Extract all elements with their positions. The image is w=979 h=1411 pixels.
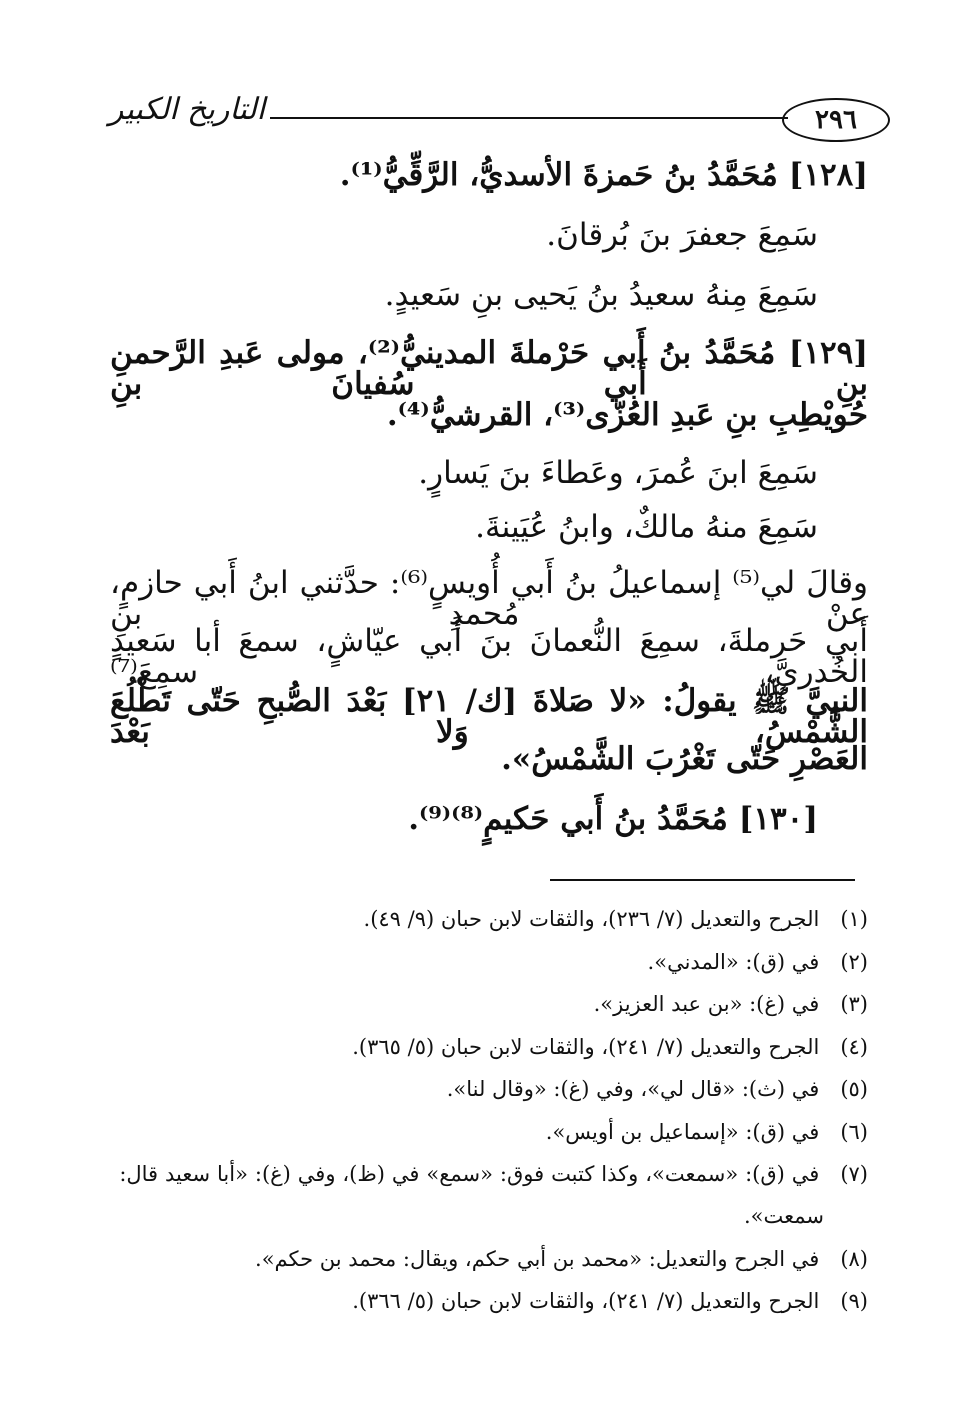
entry-129-heard: سَمِعَ ابنَ عُمرَ، وعَطاءَ بنَ يَسارٍ.	[418, 455, 818, 491]
footnote-number: (٤)	[840, 1035, 868, 1059]
hadith-chain-line1: وقالَ لي⁽⁵⁾ إسماعيلُ بنُ أَبي أُويسٍ⁽⁶⁾: حدَّثني ابنُ أَبي حازمٍ، عنْ مُحمدِ بنِ	[110, 565, 868, 632]
footnote-number: (٦)	[840, 1120, 868, 1144]
footnote	[546, 1122, 868, 1143]
footnote	[119, 1164, 868, 1185]
footnote-text: في (غ): «بن عبد العزيز».	[593, 992, 820, 1016]
running-title: التاريخ الكبير	[108, 92, 265, 127]
entry-130-heading: [١٣٠] مُحَمَّدُ بنُ أَبي حَكيمٍ⁽⁸⁾⁽⁹⁾.	[408, 801, 818, 837]
footnote	[364, 909, 868, 930]
footnote-text: الجرح والتعديل (٧/ ٢٤١)، والثقات لابن حبان (٥/ ٣٦٥).	[352, 1035, 820, 1059]
hadith-chain-line2: أَبي حَرملةَ، سمِعَ النُّعمانَ بنَ أَبي عيّاشٍ، سمعَ أبا سَعيدٍ الخُدريَّ، سمِعَ⁽⁷⁾	[110, 623, 868, 690]
footnote-number: (٢)	[840, 950, 868, 974]
entry-129-heading-line1: [١٢٩] مُحَمَّدُ بنُ أَبي حَرْملةَ المدينيُّ⁽²⁾، مولى عَبدِ الرَّحمنِ بنِ أَبي سُفيانَ بنِ	[110, 335, 868, 402]
footnote	[594, 994, 868, 1015]
footnote	[447, 1079, 868, 1100]
page-number: ٢٩٦	[782, 98, 890, 142]
footnote	[352, 1291, 868, 1312]
footnote-text: في الجرح والتعديل: «محمد بن أبي حكم، ويقال: محمد بن حكم».	[255, 1247, 820, 1271]
footnote-text: في (ق): «إسماعيل بن أويس».	[545, 1120, 820, 1144]
footnote-number: (٣)	[840, 992, 868, 1016]
entry-128-heard-from: سَمِعَ مِنهُ سعيدُ بنُ يَحيى بنِ سَعيدٍ.	[384, 277, 818, 313]
entry-129-heard-from: سَمِعَ منهُ مالكٌ، وابنُ عُيَينةَ.	[475, 509, 818, 545]
footnote	[255, 1249, 868, 1270]
footnote-text: في (ق): «المدني».	[647, 950, 820, 974]
entry-129-heading-line2: حُويْطِبِ بنِ عَبدِ العُزّى⁽³⁾، القرشيُّ⁽⁴⁾.	[386, 397, 868, 433]
footnote-number: (١)	[840, 907, 868, 931]
footnote-number: (٧)	[840, 1162, 868, 1186]
entry-128-heard: سَمِعَ جعفرَ بنَ بُرقانَ.	[546, 217, 818, 253]
footnote-text: الجرح والتعديل (٧/ ٢٤١)، والثقات لابن حبان (٥/ ٣٦٦).	[352, 1289, 820, 1313]
hadith-text-line2: العَصْرِ حَتّى تَغْرُبَ الشَّمْسُ».	[501, 741, 868, 777]
entry-128-heading: [١٢٨] مُحَمَّدُ بنُ حَمزةَ الأسديُّ، الرَّقِّيُّ⁽¹⁾.	[339, 157, 868, 193]
footnote-number: (٨)	[840, 1247, 868, 1271]
hadith-text-line1: النبيَّ ﷺ يقولُ: «لا صَلاةَ [ك/ ٢١] بَعْدَ الصُّبحِ حَتّى تَطْلُعَ الشَّمْسُ، وَلا بَعْدَ	[110, 683, 868, 750]
page-header	[100, 90, 890, 142]
footnote-text: في (ث): «قال لي»، وفي (غ): «وقال لنا».	[446, 1077, 820, 1101]
footnote	[352, 1037, 868, 1058]
header-rule	[270, 117, 788, 119]
footnote-text: الجرح والتعديل (٧/ ٢٣٦)، والثقات لابن حبان (٩/ ٤٩).	[363, 907, 820, 931]
footnote-separator	[550, 879, 855, 881]
footnote-number: (٥)	[840, 1077, 868, 1101]
footnote-text: في (ق): «سمعت»، وكذا كتبت فوق: «سمع» في (ظ)، وفي (غ): «أبا سعيد قال:	[119, 1162, 820, 1186]
footnote	[648, 952, 868, 973]
footnote-number: (٩)	[840, 1289, 868, 1313]
footnote-continuation: سمعت».	[743, 1204, 824, 1228]
